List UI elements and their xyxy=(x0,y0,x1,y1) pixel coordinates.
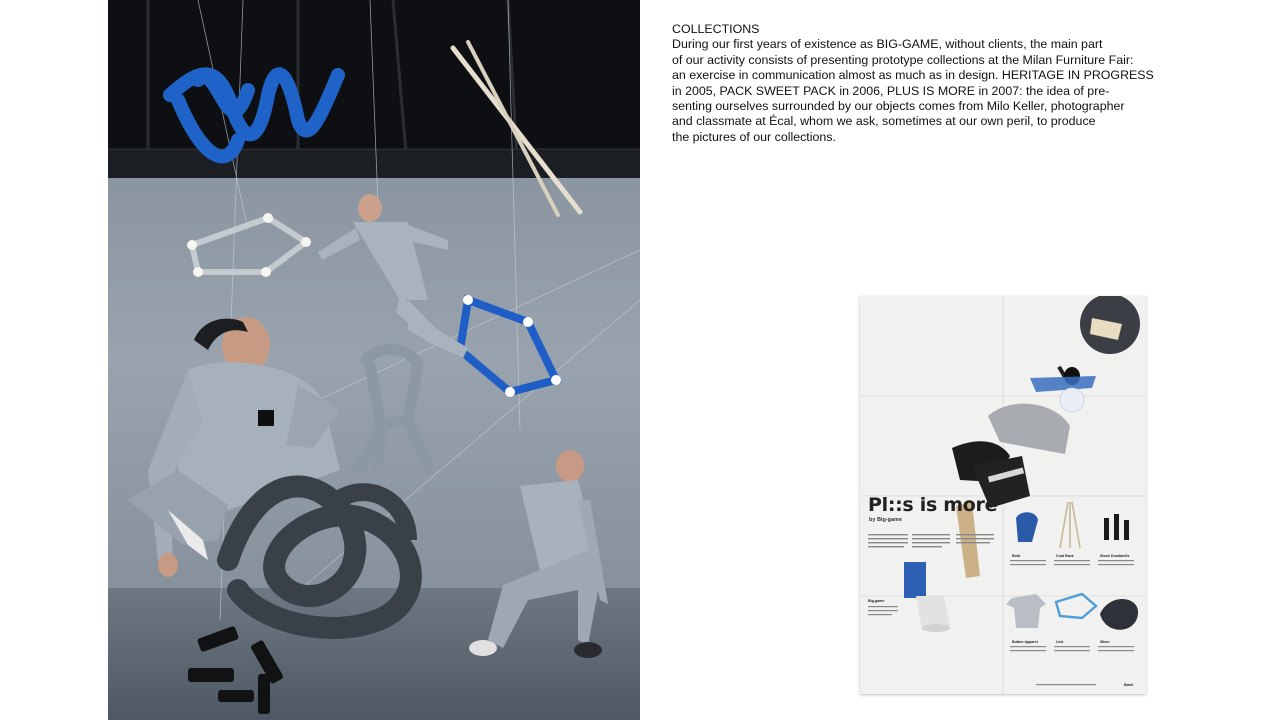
plus-is-more-poster xyxy=(860,296,1146,694)
poster-label-wiser: Wiser xyxy=(1100,640,1110,644)
section-heading: COLLECTIONS xyxy=(672,22,760,36)
poster-title: Pl::s is more xyxy=(868,494,998,516)
poster-label-button-apparel: Button Apparel xyxy=(1012,640,1038,644)
paragraph-line: an exercise in communication almost as much as in design. HERITAGE IN PROGRESS xyxy=(672,68,1154,83)
paragraph-line: senting ourselves surrounded by our objects comes from Milo Keller, photographer xyxy=(672,99,1125,114)
paragraph-line: in 2005, PACK SWEET PACK in 2006, PLUS IS MORE in 2007: the idea of pre- xyxy=(672,83,1110,98)
paragraph-line: During our first years of existence as BIG-GAME, without clients, the main part xyxy=(672,37,1103,52)
poster-label-bold: Bold xyxy=(1012,554,1020,558)
poster-label-coat-rack: Coat Rack xyxy=(1056,554,1074,558)
collection-photo xyxy=(108,0,640,720)
poster-label-stone-dumbbells: Stone Dumbbells xyxy=(1100,554,1130,558)
poster-label-big-game: Big-game xyxy=(868,599,885,603)
poster-subtitle: by Big-game xyxy=(869,517,903,523)
poster-logo: Bwel xyxy=(1124,682,1134,687)
paragraph-line: the pictures of our collections. xyxy=(672,129,836,144)
paragraph-line: and classmate at Écal, whom we ask, sometimes at our own peril, to produce xyxy=(672,114,1096,129)
paragraph-line: of our activity consists of presenting prototype collections at the Milan Furniture Fair: xyxy=(672,52,1134,67)
poster-label-link: Link xyxy=(1056,640,1064,644)
collections-text xyxy=(672,22,1158,145)
